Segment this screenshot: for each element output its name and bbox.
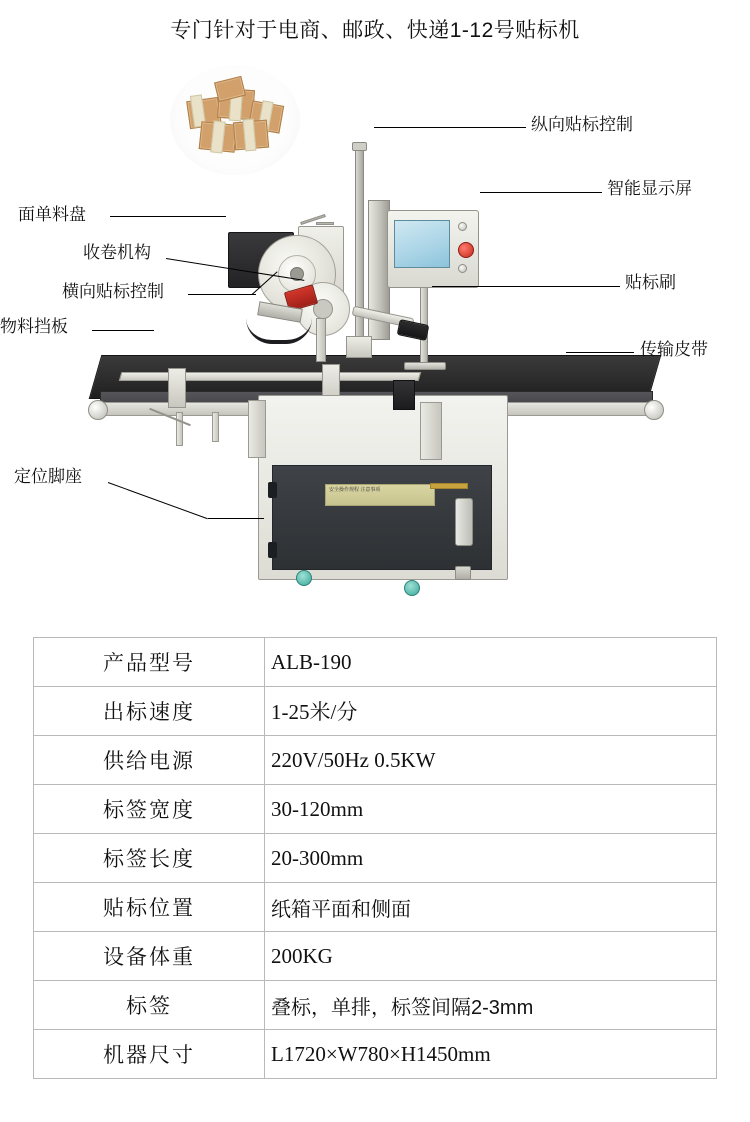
horizontal-control-bracket xyxy=(316,318,326,362)
spec-key: 机器尺寸 xyxy=(34,1030,265,1079)
touchscreen-display[interactable] xyxy=(394,220,450,268)
spec-key: 供给电源 xyxy=(34,736,265,785)
callout-material-baffle: 物料挡板 xyxy=(0,317,68,336)
spec-value: 20-300mm xyxy=(265,834,717,883)
spec-key: 出标速度 xyxy=(34,687,265,736)
callout-conveyor-belt: 传输皮带 xyxy=(640,340,708,359)
table-row xyxy=(34,883,717,932)
spec-key: 贴标位置 xyxy=(34,883,265,932)
cabinet-hinge-bottom xyxy=(268,542,277,558)
table-row xyxy=(34,981,717,1030)
spec-value: 纸箱平面和侧面 xyxy=(265,883,717,932)
page-title: 专门针对于电商、邮政、快递1-12号贴标机 xyxy=(170,19,580,42)
callout-horizontal-label-control: 横向贴标控制 xyxy=(62,282,164,301)
leader-label-brush xyxy=(432,286,620,287)
callout-positioning-foot-base: 定位脚座 xyxy=(14,467,82,486)
cabinet-gold-strip xyxy=(430,483,468,489)
leader-vertical-label-control xyxy=(374,127,526,128)
table-row xyxy=(34,834,717,883)
table-row xyxy=(34,1030,717,1079)
spec-key: 产品型号 xyxy=(34,638,265,687)
callout-rewind-mechanism: 收卷机构 xyxy=(83,243,151,262)
callout-vertical-label-control: 纵向贴标控制 xyxy=(531,115,633,134)
leveling-foot-right xyxy=(455,566,471,580)
caster-wheel-left xyxy=(296,570,312,586)
spec-key: 标签 xyxy=(34,981,265,1030)
head-top-rod xyxy=(316,222,334,225)
leader-face-sheet-reel xyxy=(110,216,226,217)
table-row xyxy=(34,785,717,834)
emergency-stop-button[interactable] xyxy=(458,242,474,258)
conveyor-leg-1 xyxy=(176,412,183,446)
specification-table-wrapper xyxy=(33,637,717,1079)
hmi-base xyxy=(404,362,446,370)
labeling-machine-drawing xyxy=(0,50,750,625)
panel-button-2[interactable] xyxy=(458,264,467,273)
spec-value: 1-25米/分 xyxy=(265,687,717,736)
specification-table xyxy=(33,637,717,1079)
table-row xyxy=(34,736,717,785)
column-clamp xyxy=(346,336,372,358)
vertical-column-post xyxy=(355,148,364,348)
spec-value: 30-120mm xyxy=(265,785,717,834)
cabinet-warning-label: 安全操作规程 注意事项 xyxy=(325,484,435,506)
cabinet-handle[interactable] xyxy=(455,498,473,546)
table-row xyxy=(34,638,717,687)
conveyor-leg-2 xyxy=(212,412,219,442)
panel-button-1[interactable] xyxy=(458,222,467,231)
conveyor-roller-right xyxy=(644,400,664,420)
column-cap xyxy=(352,142,367,151)
callout-label-brush: 贴标刷 xyxy=(625,273,676,292)
spec-value: 220V/50Hz 0.5KW xyxy=(265,736,717,785)
leader-horizontal-label-control xyxy=(188,294,256,295)
callout-smart-display-screen: 智能显示屏 xyxy=(607,179,692,198)
rail-clamp-1 xyxy=(168,368,186,408)
cabinet-support-left xyxy=(248,400,266,458)
spec-value: 叠标，单排，标签间隔2-3mm xyxy=(265,981,717,1030)
leader-material-baffle xyxy=(92,330,154,331)
spec-key: 设备体重 xyxy=(34,932,265,981)
cabinet-support-right xyxy=(420,402,442,460)
caster-wheel-center xyxy=(404,580,420,596)
leader-smart-display-screen xyxy=(480,192,602,193)
leader-conveyor-belt xyxy=(566,352,634,353)
spec-value: 200KG xyxy=(265,932,717,981)
conveyor-roller-left xyxy=(88,400,108,420)
material-side-rail xyxy=(119,372,422,381)
machine-illustration xyxy=(0,50,750,625)
callout-face-sheet-reel: 面单料盘 xyxy=(18,205,86,224)
table-row xyxy=(34,932,717,981)
spec-value: L1720×W780×H1450mm xyxy=(265,1030,717,1079)
sensor-block xyxy=(393,380,415,410)
air-hose xyxy=(246,318,312,344)
table-row xyxy=(34,687,717,736)
spec-value: ALB-190 xyxy=(265,638,717,687)
cabinet-hinge-top xyxy=(268,482,277,498)
spec-key: 标签宽度 xyxy=(34,785,265,834)
spec-key: 标签长度 xyxy=(34,834,265,883)
leader-positioning-foot-base-2 xyxy=(208,518,264,519)
